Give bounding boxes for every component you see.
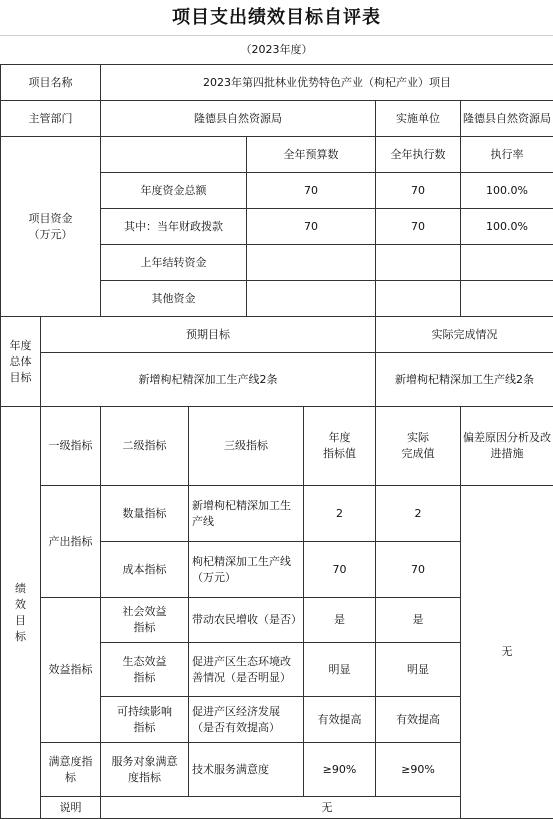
header-deviation: 偏差原因分析及改进措施	[461, 407, 553, 486]
indicator-target: ≥90%	[304, 743, 376, 797]
department-row	[1, 101, 553, 137]
indicator-level2-text: 生态效益 指标	[122, 654, 167, 684]
group-benefit: 效益指标	[41, 598, 101, 743]
goals-header-row	[1, 317, 553, 353]
indicator-level2	[101, 743, 189, 797]
funds-row-rate: 100.0%	[461, 209, 553, 245]
indicator-level2	[101, 598, 189, 643]
funds-header-row	[1, 137, 553, 173]
indicator-actual: 有效提高	[376, 697, 461, 743]
evaluation-table	[0, 64, 553, 819]
project-name-label: 项目名称	[1, 65, 101, 101]
indicator-level3: 技术服务满意度	[189, 743, 304, 797]
note-row	[1, 797, 553, 819]
goals-expected-header: 预期目标	[41, 317, 376, 353]
indicator-level3: 促进产区生态环境改善情况（是否明显）	[189, 643, 304, 697]
goals-actual-value: 新增枸杞精深加工生产线2条	[376, 353, 553, 407]
deviation-value: 无	[461, 486, 553, 819]
project-name-row	[1, 65, 553, 101]
indicator-level3: 带动农民增收（是否）	[189, 598, 304, 643]
funds-row-label: 上年结转资金	[101, 245, 247, 281]
indicator-level2-text: 社会效益 指标	[122, 605, 167, 634]
form-year: （2023年度）	[240, 43, 313, 56]
funds-row-executed	[376, 245, 461, 281]
funds-row-budget	[247, 281, 376, 317]
indicator-level2-text: 可持续影响 指标	[117, 704, 172, 734]
col-rate: 执行率	[461, 137, 553, 173]
header-level2: 二级指标	[101, 407, 189, 486]
indicator-target: 2	[304, 486, 376, 542]
group-output: 产出指标	[41, 486, 101, 598]
funds-row-executed: 70	[376, 209, 461, 245]
indicator-actual: 70	[376, 542, 461, 598]
indicator-target: 70	[304, 542, 376, 598]
group-satisfaction	[41, 743, 101, 797]
funds-row-executed: 70	[376, 173, 461, 209]
indicators-section-label	[1, 407, 41, 819]
dept-label: 主管部门	[1, 101, 101, 137]
indicator-level2: 数量指标	[101, 486, 189, 542]
indicator-target: 是	[304, 598, 376, 643]
header-target	[304, 407, 376, 486]
note-label: 说明	[41, 797, 101, 819]
form-title: 项目支出绩效目标自评表	[0, 0, 553, 36]
goals-value-row	[1, 353, 553, 407]
indicator-actual: ≥90%	[376, 743, 461, 797]
header-actual-text: 实际 完成值	[401, 431, 435, 460]
goals-label-text: 年度 总体 目标	[9, 338, 32, 384]
funds-row-budget	[247, 245, 376, 281]
funds-row-executed	[376, 281, 461, 317]
indicator-level2	[101, 643, 189, 697]
indicator-level3: 枸杞精深加工生产线（万元）	[189, 542, 304, 598]
indicator-target: 明显	[304, 643, 376, 697]
col-budget: 全年预算数	[247, 137, 376, 173]
indicator-level3: 新增枸杞精深加工生产线	[189, 486, 304, 542]
dept-value: 隆德县自然资源局	[101, 101, 376, 137]
col-executed: 全年执行数	[376, 137, 461, 173]
funds-row-label: 其他资金	[101, 281, 247, 317]
goals-expected-value: 新增枸杞精深加工生产线2条	[41, 353, 376, 407]
goals-actual-header: 实际完成情况	[376, 317, 553, 353]
header-level1: 一级指标	[41, 407, 101, 486]
project-name-value: 2023年第四批林业优势特色产业（枸杞产业）项目	[101, 65, 553, 101]
funds-row-label: 其中：当年财政拨款	[101, 209, 247, 245]
indicators-header-row	[1, 407, 553, 486]
unit-label: 实施单位	[376, 101, 461, 137]
indicator-actual: 是	[376, 598, 461, 643]
note-value: 无	[101, 797, 553, 819]
indicator-row	[1, 486, 553, 542]
goals-label	[1, 317, 41, 407]
header-level3: 三级指标	[189, 407, 304, 486]
funds-row-budget: 70	[247, 209, 376, 245]
funds-blank-header	[101, 137, 247, 173]
funds-row-label: 年度资金总额	[101, 173, 247, 209]
unit-value: 隆德县自然资源局	[461, 101, 553, 137]
indicator-level2-text: 服务对象满意 度指标	[111, 754, 178, 784]
funds-row-budget: 70	[247, 173, 376, 209]
funds-row-rate	[461, 281, 553, 317]
funds-label-text: 项目资金 （万元）	[28, 211, 73, 241]
indicator-level3: 促进产区经济发展（是否有效提高）	[189, 697, 304, 743]
indicators-section-label-text: 绩 效 目 标	[15, 581, 26, 643]
funds-row-rate	[461, 245, 553, 281]
indicator-level2	[101, 697, 189, 743]
indicator-level2: 成本指标	[101, 542, 189, 598]
indicator-target: 有效提高	[304, 697, 376, 743]
indicator-actual: 2	[376, 486, 461, 542]
header-target-text: 年度 指标值	[323, 431, 356, 460]
funds-row-rate: 100.0%	[461, 173, 553, 209]
group-satisfaction-text: 满意度指 标	[48, 754, 93, 784]
indicator-actual: 明显	[376, 643, 461, 697]
header-actual	[376, 407, 461, 486]
funds-label	[1, 137, 101, 317]
